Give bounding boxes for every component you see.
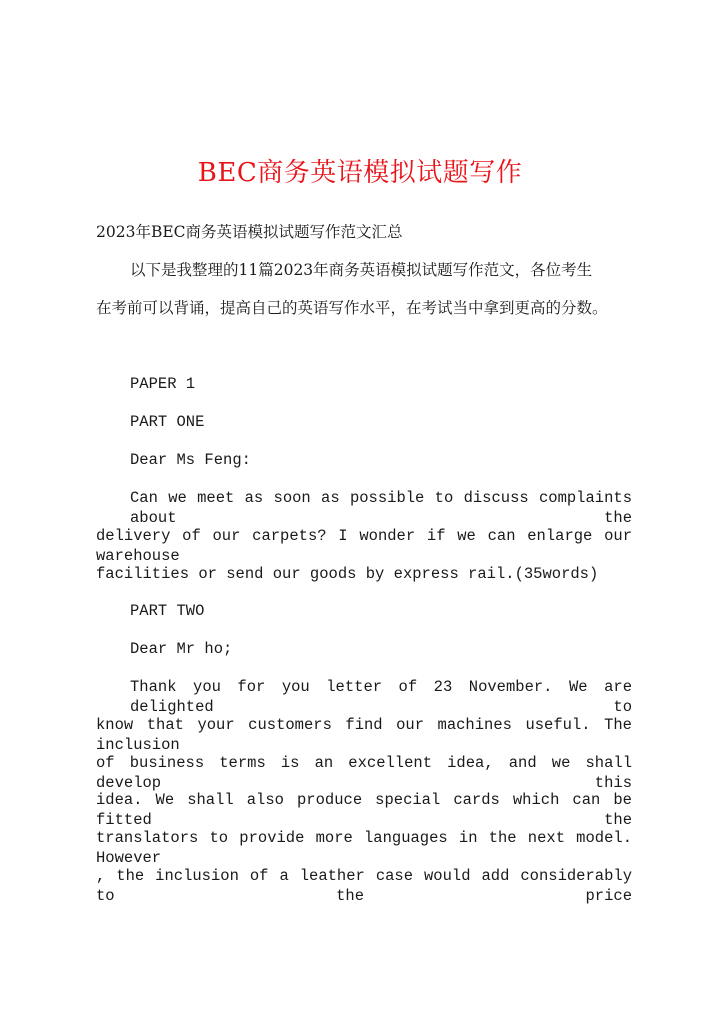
part-two-line: know that your customers find our machines useful. The inclusion [96,716,632,754]
document-title: BEC商务英语模拟试题写作 [197,158,523,188]
part-two-line: of business terms is an excellent idea, and we shall develop this [96,754,632,792]
part-two-line: idea. We shall also produce special cards which can be fitted the [96,791,632,829]
part-two-line: , the inclusion of a leather case would add considerably to the price [96,867,632,905]
part-one-salutation: Dear Ms Feng: [130,451,251,469]
document-subtitle: 2023年BEC商务英语模拟试题写作范文汇总 [96,223,403,241]
part-two-salutation: Dear Mr ho; [130,640,233,658]
part-one-line: Can we meet as soon as possible to discuss complaints about the [130,489,632,527]
part-two-heading: PART TWO [130,602,205,620]
part-one-line: facilities or send our goods by express rail.(35words) [96,565,599,583]
part-two-line: translators to provide more languages in the next model. However [96,829,632,867]
part-one-heading: PART ONE [130,413,205,431]
intro-line: 以下是我整理的11篇2023年商务英语模拟试题写作范文，各位考生 [130,261,593,279]
part-two-line: Thank you for you letter of 23 November. We are delighted to [130,678,632,716]
intro-line: 在考前可以背诵，提高自己的英语写作水平，在考试当中拿到更高的分数。 [96,299,608,317]
part-one-line: delivery of our carpets? I wonder if we can enlarge our warehouse [96,527,632,565]
paper-label: PAPER 1 [130,375,196,393]
